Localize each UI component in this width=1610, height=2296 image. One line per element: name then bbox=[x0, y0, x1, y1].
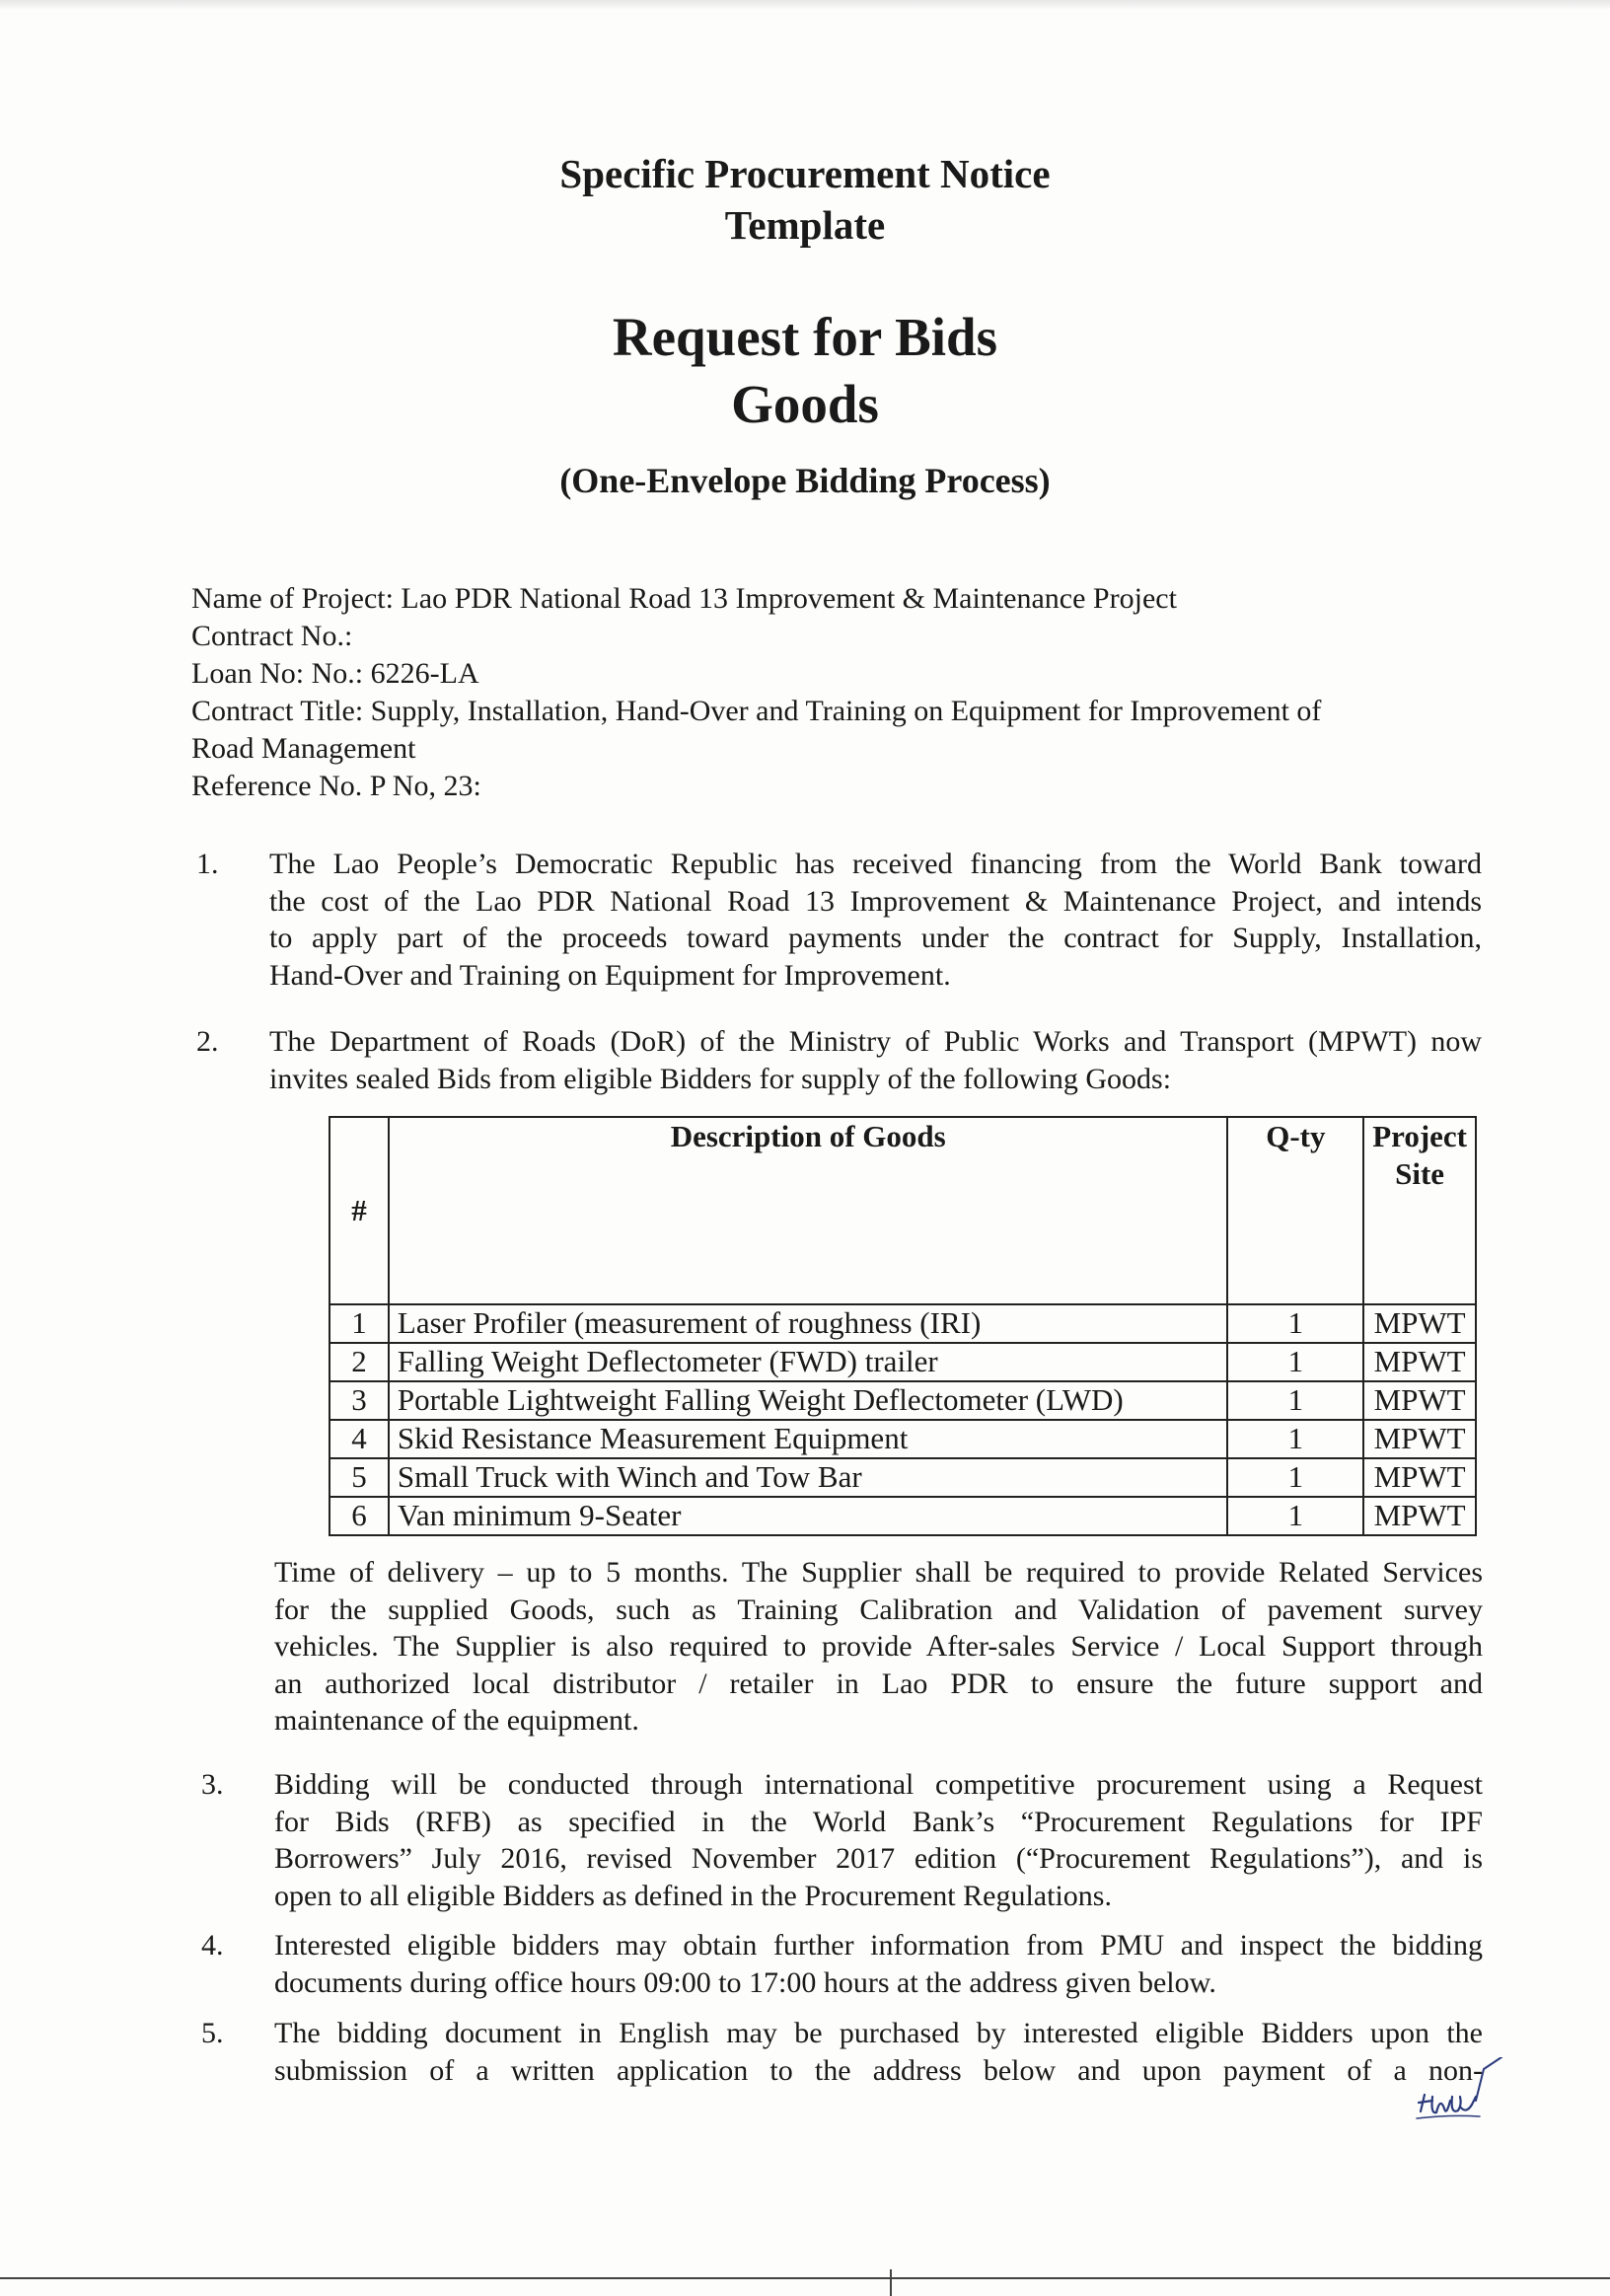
project-details bbox=[191, 580, 1474, 805]
clause-line: The Lao People’s Democratic Republic has received financing from the World Bank toward bbox=[269, 848, 1482, 880]
clause-text bbox=[274, 1927, 1483, 2001]
cell-quantity: 1 bbox=[1227, 1420, 1363, 1458]
column-header-project-site bbox=[1363, 1117, 1476, 1304]
loan-number: Loan No: No.: 6226-LA bbox=[191, 657, 479, 690]
delivery-paragraph bbox=[274, 1554, 1483, 1740]
cell-number: 5 bbox=[329, 1458, 389, 1497]
clause-line: The bidding document in English may be purchased by interested eligible Bidders upon the bbox=[274, 2017, 1483, 2049]
clause-line: to apply part of the proceeds toward payments under the contract for Supply, Installation, bbox=[269, 922, 1482, 954]
notice-heading bbox=[0, 148, 1610, 251]
clause-line: for Bids (RFB) as specified in the World Bank’s “Procurement Regulations for IPF bbox=[274, 1805, 1483, 1838]
cell-description: Van minimum 9-Seater bbox=[389, 1497, 1228, 1535]
clause-text bbox=[274, 1766, 1483, 1914]
clause-line: Bidding will be conducted through international competitive procurement using a Request bbox=[274, 1768, 1483, 1801]
project-site-header-line1: Project bbox=[1372, 1119, 1467, 1153]
clause-line: documents during office hours 09:00 to 17:00 hours at the address given below. bbox=[274, 1965, 1216, 1999]
cell-project-site: MPWT bbox=[1363, 1381, 1476, 1420]
cell-project-site: MPWT bbox=[1363, 1343, 1476, 1381]
footer-tick-mark bbox=[890, 2269, 892, 2296]
clause-line: The Department of Roads (DoR) of the Ministry of Public Works and Transport (MPWT) now bbox=[269, 1025, 1482, 1058]
contract-title-line1: Contract Title: Supply, Installation, Hand-Over and Training on Equipment for Improvement of bbox=[191, 695, 1322, 727]
column-header-description: Description of Goods bbox=[389, 1117, 1228, 1304]
clause-number: 1. bbox=[196, 848, 219, 880]
document-title-line1: Request for Bids bbox=[612, 307, 998, 367]
paragraph-line: maintenance of the equipment. bbox=[274, 1704, 639, 1737]
cell-number: 3 bbox=[329, 1381, 389, 1420]
cell-description: Laser Profiler (measurement of roughness (IRI) bbox=[389, 1304, 1228, 1343]
clause-line: open to all eligible Bidders as defined in the Procurement Regulations. bbox=[274, 1879, 1112, 1912]
table-header-row bbox=[329, 1117, 1476, 1304]
clause-line: Hand-Over and Training on Equipment for Improvement. bbox=[269, 958, 951, 992]
paragraph-line: for the supplied Goods, such as Training Calibration and Validation of pavement survey bbox=[274, 1592, 1483, 1626]
clause-number: 3. bbox=[201, 1768, 224, 1801]
cell-quantity: 1 bbox=[1227, 1497, 1363, 1535]
scan-edge-shadow bbox=[0, 0, 1610, 10]
clause-line: the cost of the Lao PDR National Road 13 Improvement & Maintenance Project, and intends bbox=[269, 884, 1482, 918]
goods-table bbox=[329, 1116, 1477, 1536]
table-row bbox=[329, 1458, 1476, 1497]
cell-quantity: 1 bbox=[1227, 1458, 1363, 1497]
cell-number: 1 bbox=[329, 1304, 389, 1343]
cell-description: Falling Weight Deflectometer (FWD) trailer bbox=[389, 1343, 1228, 1381]
clause-number: 4. bbox=[201, 1929, 224, 1962]
handwritten-initials bbox=[1411, 2057, 1509, 2136]
notice-heading-line1: Specific Procurement Notice bbox=[559, 151, 1051, 196]
document-title-line2: Goods bbox=[731, 374, 879, 434]
table-row bbox=[329, 1497, 1476, 1535]
contract-number: Contract No.: bbox=[191, 620, 353, 652]
table-row bbox=[329, 1420, 1476, 1458]
table-row bbox=[329, 1381, 1476, 1420]
cell-description: Portable Lightweight Falling Weight Deflectometer (LWD) bbox=[389, 1381, 1228, 1420]
cell-quantity: 1 bbox=[1227, 1343, 1363, 1381]
document-title bbox=[0, 304, 1610, 438]
cell-number: 4 bbox=[329, 1420, 389, 1458]
cell-quantity: 1 bbox=[1227, 1381, 1363, 1420]
table-row bbox=[329, 1343, 1476, 1381]
clause-number: 2. bbox=[196, 1025, 219, 1058]
reference-number: Reference No. P No, 23: bbox=[191, 770, 481, 802]
cell-project-site: MPWT bbox=[1363, 1420, 1476, 1458]
clause-text bbox=[269, 846, 1482, 994]
table-row bbox=[329, 1304, 1476, 1343]
paragraph-line: vehicles. The Supplier is also required to provide After-sales Service / Local Support through bbox=[274, 1630, 1483, 1663]
clause-line: Interested eligible bidders may obtain further information from PMU and inspect the bidding bbox=[274, 1929, 1483, 1962]
cell-quantity: 1 bbox=[1227, 1304, 1363, 1343]
column-header-number: # bbox=[329, 1117, 389, 1304]
footer-rule bbox=[0, 2277, 1610, 2279]
paragraph-line: Time of delivery – up to 5 months. The Supplier shall be required to provide Related Services bbox=[274, 1556, 1483, 1589]
cell-description: Small Truck with Winch and Tow Bar bbox=[389, 1458, 1228, 1497]
notice-heading-line2: Template bbox=[724, 202, 886, 248]
cell-project-site: MPWT bbox=[1363, 1458, 1476, 1497]
cell-project-site: MPWT bbox=[1363, 1497, 1476, 1535]
project-name: Name of Project: Lao PDR National Road 13 Improvement & Maintenance Project bbox=[191, 582, 1177, 615]
document-subtitle: (One-Envelope Bidding Process) bbox=[559, 461, 1051, 500]
cell-project-site: MPWT bbox=[1363, 1304, 1476, 1343]
clause-line: invites sealed Bids from eligible Bidders for supply of the following Goods: bbox=[269, 1062, 1172, 1095]
column-header-quantity: Q-ty bbox=[1227, 1117, 1363, 1304]
contract-title-line2: Road Management bbox=[191, 732, 416, 765]
cell-description: Skid Resistance Measurement Equipment bbox=[389, 1420, 1228, 1458]
clause-text bbox=[274, 2015, 1483, 2089]
cell-number: 6 bbox=[329, 1497, 389, 1535]
clause-line: submission of a written application to the address below and upon payment of a non- bbox=[274, 2053, 1483, 2087]
project-site-header-line2: Site bbox=[1395, 1156, 1445, 1191]
clause-number: 5. bbox=[201, 2017, 224, 2049]
paragraph-line: an authorized local distributor / retailer in Lao PDR to ensure the future support and bbox=[274, 1666, 1483, 1700]
clause-line: Borrowers” July 2016, revised November 2017 edition (“Procurement Regulations”), and is bbox=[274, 1842, 1483, 1875]
cell-number: 2 bbox=[329, 1343, 389, 1381]
clause-text bbox=[269, 1023, 1482, 1097]
